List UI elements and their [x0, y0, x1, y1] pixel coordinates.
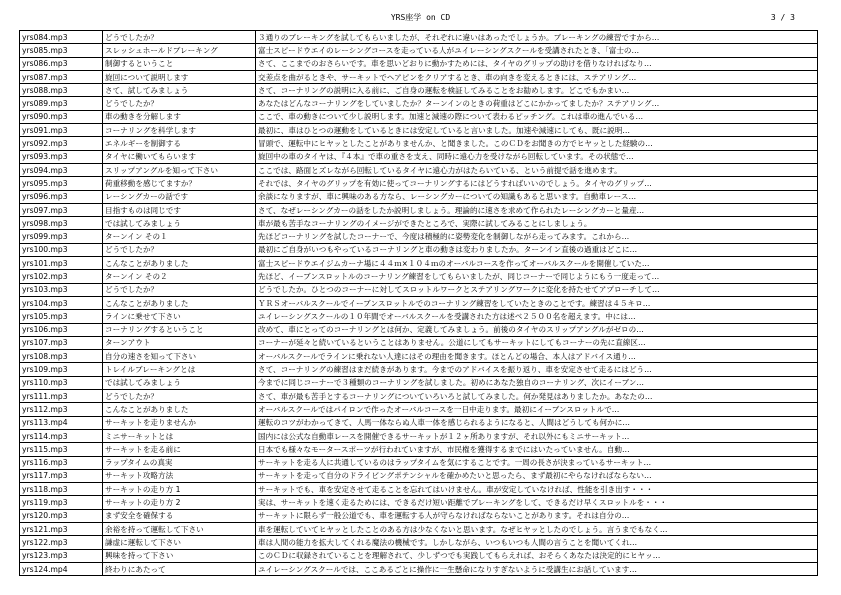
track-file-cell: yrs114.mp3: [20, 429, 103, 442]
track-summary-cell: コーナーが延々と続いているということはありません。公道にしてもサーキットにしてもコーナーの先に直線区…: [256, 336, 818, 349]
track-title-cell: では試してみましょう: [103, 217, 256, 230]
track-file-cell: yrs123.mp3: [20, 549, 103, 562]
track-file-cell: yrs124.mp4: [20, 562, 103, 575]
table-row: [20, 110, 818, 123]
table-row: [20, 283, 818, 296]
track-title-cell: サーキットを走りませんか: [103, 416, 256, 429]
track-file-cell: yrs095.mp3: [20, 177, 103, 190]
track-summary-cell: 先ほど、イーブンスロットルのコーナリング練習をしてもらいましたが、同じコーナーで同じようにもう一度走って…: [256, 270, 818, 283]
track-file-cell: yrs088.mp3: [20, 84, 103, 97]
table-row: [20, 323, 818, 336]
track-title-cell: 興味を持って下さい: [103, 549, 256, 562]
table-row: [20, 310, 818, 323]
track-title-cell: ラップタイムの真実: [103, 456, 256, 469]
track-file-cell: yrs100.mp3: [20, 243, 103, 256]
track-summary-cell: 余談になりますが、車に興味のある方なら、レーシングカーについての知識もあると思います。自動車レース…: [256, 190, 818, 203]
track-summary-cell: 今までに同じコーナーで３種類のコーナリングを試しました。初めにあなた独自のコーナリング、次にイーブン…: [256, 376, 818, 389]
track-title-cell: どうでしたか？: [103, 243, 256, 256]
track-title-cell: レーシングカーの話です: [103, 190, 256, 203]
table-row: [20, 243, 818, 256]
track-title-cell: ターンアウト: [103, 336, 256, 349]
track-summary-cell: 旋回中の車のタイヤは、『４本』で車の重さを支え、同時に遠心力を受けながら回転しています。その状態で…: [256, 150, 818, 163]
track-summary-cell: さて、コーナリングの説明に入る前に、ご自身の運転を検証してみることをお勧めします。どこでもかまい…: [256, 84, 818, 97]
table-row: [20, 483, 818, 496]
table-row: [20, 70, 818, 83]
table-row: [20, 31, 818, 44]
track-title-cell: 自分の速さを知って下さい: [103, 350, 256, 363]
table-row: [20, 549, 818, 562]
track-summary-cell: このＣＤに収録されていることを理解されて、少しずつでも実践してもらえれば、おそらくあなたは決定的にヒヤッ…: [256, 549, 818, 562]
table-row: [20, 296, 818, 309]
track-title-cell: コーナリングを科学します: [103, 124, 256, 137]
track-summary-cell: ここで、車の動きについて少し説明します。加速と減速の際について表わるピッチング。これは車の進んでいる…: [256, 110, 818, 123]
track-title-cell: ターンイン その２: [103, 270, 256, 283]
table-row: [20, 336, 818, 349]
track-file-cell: yrs110.mp3: [20, 376, 103, 389]
track-summary-cell: ユイレーシングスクールの１０年間でオーバルスクールを受講された方は述べ２５００名を超えます。中には…: [256, 310, 818, 323]
table-row: [20, 403, 818, 416]
track-file-cell: yrs097.mp3: [20, 203, 103, 216]
track-summary-cell: 車が最も苦手なコーナリングのイメージができたところで、実際に試してみることにしましょう。: [256, 217, 818, 230]
track-title-cell: ミニサーキットとは: [103, 429, 256, 442]
track-title-cell: さて、試してみましょう: [103, 84, 256, 97]
track-title-cell: タイヤに働いてもらいます: [103, 150, 256, 163]
track-title-cell: 謙虚に運転して下さい: [103, 536, 256, 549]
table-row: [20, 429, 818, 442]
track-file-cell: yrs113.mp4: [20, 416, 103, 429]
track-file-cell: yrs109.mp3: [20, 363, 103, 376]
track-file-cell: yrs086.mp3: [20, 57, 103, 70]
track-file-cell: yrs112.mp3: [20, 403, 103, 416]
track-title-cell: 荷重移動を感じてますか？: [103, 177, 256, 190]
track-file-cell: yrs103.mp3: [20, 283, 103, 296]
table-row: [20, 257, 818, 270]
table-row: [20, 163, 818, 176]
track-file-cell: yrs093.mp3: [20, 150, 103, 163]
table-row: [20, 496, 818, 509]
page-header: [0, 12, 841, 26]
track-file-cell: yrs111.mp3: [20, 390, 103, 403]
track-summary-cell: 改めて、車にとってのコーナリングとは何か、定義してみましょう。前後のタイヤのスリップアングルがゼロの…: [256, 323, 818, 336]
track-title-cell: 余裕を持って運転して下さい: [103, 522, 256, 535]
table-row: [20, 376, 818, 389]
track-file-cell: yrs094.mp3: [20, 163, 103, 176]
track-file-cell: yrs119.mp3: [20, 496, 103, 509]
track-file-cell: yrs118.mp3: [20, 483, 103, 496]
page-number: 3 / 3: [770, 13, 795, 22]
track-summary-cell: オーバルスクールでラインに乗れない人達にはその理由を聞きます。ほとんどの場合、本人はアドバイス通り…: [256, 350, 818, 363]
track-title-cell: コーナリングするということ: [103, 323, 256, 336]
track-title-cell: どうでしたか？: [103, 283, 256, 296]
track-title-cell: トレイルブレーキングとは: [103, 363, 256, 376]
track-summary-cell: 日本でも様々なモータースポーツが行われていますが、市民権を獲得するまでにはいたっていません。自動…: [256, 443, 818, 456]
track-summary-cell: 最初にご自身がいつもやっているコーナリングと車の動きは変わりましたか。ターンイン直後の過重はどこに…: [256, 243, 818, 256]
track-file-cell: yrs092.mp3: [20, 137, 103, 150]
track-title-cell: 目指すものは同じです: [103, 203, 256, 216]
track-title-cell: こんなことがありました: [103, 403, 256, 416]
track-summary-cell: あなたはどんなコーナリングをしていましたか？ターンインのときの荷重はどこにかかってましたか？ステアリング…: [256, 97, 818, 110]
track-title-cell: 旋回について説明します: [103, 70, 256, 83]
track-summary-cell: 車は人間の能力を拡大してくれる魔法の機械です。しかしながら、いつもいつも人間の言うことを聞いてくれ…: [256, 536, 818, 549]
track-title-cell: エネルギーを制御する: [103, 137, 256, 150]
track-summary-cell: ユイレーシングスクールでは、ここあるごとに操作に一生懸命になりすぎないように受講生にお話しています…: [256, 562, 818, 575]
track-title-cell: 制御するということ: [103, 57, 256, 70]
table-row: [20, 177, 818, 190]
track-title-cell: 終わりにあたって: [103, 562, 256, 575]
track-title-cell: スレッシュホールドブレーキング: [103, 44, 256, 57]
track-title-cell: サーキットを走る前に: [103, 443, 256, 456]
table-row: [20, 124, 818, 137]
track-summary-cell: さて、なぜレーシングカーの話をしたか説明しましょう。理論的に速さを求めて作られたレーシングカーと量産…: [256, 203, 818, 216]
track-summary-cell: 国内には公式な自動車レースを開催できるサーキットが１２ヶ所ありますが、それ以外にもミニサーキット…: [256, 429, 818, 442]
track-title-cell: スリップアングルを知って下さい: [103, 163, 256, 176]
table-row: [20, 270, 818, 283]
track-title-cell: 車の動きを分解します: [103, 110, 256, 123]
track-file-cell: yrs108.mp3: [20, 350, 103, 363]
track-file-cell: yrs104.mp3: [20, 296, 103, 309]
track-summary-cell: ここでは、路面とズレながら回転しているタイヤに遠心力がはたらいている、という前提で話を進めます。: [256, 163, 818, 176]
track-listing-table: [19, 30, 818, 576]
track-title-cell: ラインに乗せて下さい: [103, 310, 256, 323]
table-row: [20, 536, 818, 549]
table-row: [20, 84, 818, 97]
track-summary-cell: ３通りのブレーキングを試してもらいましたが、それぞれに違いはあったでしょうか。ブレーキングの練習ですから…: [256, 31, 818, 44]
track-file-cell: yrs122.mp3: [20, 536, 103, 549]
track-summary-cell: サーキットに限らず一般公道でも、車を運転する人が守らなければならないことがあります。それは自分の…: [256, 509, 818, 522]
track-title-cell: まず安全を確保する: [103, 509, 256, 522]
track-summary-cell: さて、ここまでのおさらいです。車を思いどおりに動かすためには、タイヤのグリップの助けを借りなければなり…: [256, 57, 818, 70]
track-summary-cell: ＹＲＳオーバルスクールでイーブンスロットルでのコーナリング練習をしていたときのことです。練習は４５キロ…: [256, 296, 818, 309]
track-summary-cell: オーバルスクールではパイロンで作ったオーバルコースを一日中走ります。最初にイーブンスロットルで…: [256, 403, 818, 416]
track-summary-cell: それでは、タイヤのグリップを有効に使ってコーナリングするにはどうすればいいのでしょう。タイヤのグリップ…: [256, 177, 818, 190]
track-summary-cell: さて、車が最も苦手とするコーナリングについていろいろと試してみました。何か発見はありましたか。あなたの…: [256, 390, 818, 403]
document-title: YRS座学 on CD: [390, 13, 451, 22]
table-row: [20, 190, 818, 203]
track-file-cell: yrs115.mp3: [20, 443, 103, 456]
track-file-cell: yrs087.mp3: [20, 70, 103, 83]
track-summary-cell: 富士スピードウエイのレーシングコースを走っている人がユイレーシングスクールを受講されたとき、「富士の…: [256, 44, 818, 57]
track-title-cell: こんなことがありました: [103, 296, 256, 309]
track-summary-cell: サーキットを走って自分のドライビングポテンシャルを確かめたいと思ったら、まず最初にやらなければならない…: [256, 469, 818, 482]
track-title-cell: サーキット攻略方法: [103, 469, 256, 482]
table-row: [20, 522, 818, 535]
track-title-cell: サーキットの走り方 1: [103, 483, 256, 496]
track-title-cell: どうでしたか？: [103, 31, 256, 44]
track-summary-cell: サーキットでも、車を安定させて走ることを忘れてはいけません。車が安定していなければ、性能を引き出す・・・: [256, 483, 818, 496]
track-summary-cell: さて、コーナリングの練習はまだ続きがあります。今までのアドバイスを振り返り、車を安定させて走るにはどう…: [256, 363, 818, 376]
track-file-cell: yrs090.mp3: [20, 110, 103, 123]
track-file-cell: yrs121.mp3: [20, 522, 103, 535]
table-row: [20, 562, 818, 575]
table-row: [20, 44, 818, 57]
track-file-cell: yrs117.mp3: [20, 469, 103, 482]
track-file-cell: yrs106.mp3: [20, 323, 103, 336]
track-summary-cell: 先ほどコーナリングを試したコーナーで、今度は積極的に姿勢変化を制御しながら走ってみます。これから…: [256, 230, 818, 243]
track-title-cell: ターンイン その１: [103, 230, 256, 243]
table-row: [20, 57, 818, 70]
track-title-cell: サーキットの走り方 2: [103, 496, 256, 509]
track-summary-cell: 最初に、車はひとつの運動をしているときには安定していると言いました。加速や減速にしても、既に説明…: [256, 124, 818, 137]
track-listing-body: [20, 31, 818, 576]
track-file-cell: yrs099.mp3: [20, 230, 103, 243]
table-row: [20, 456, 818, 469]
track-file-cell: yrs107.mp3: [20, 336, 103, 349]
track-title-cell: どうでしたか？: [103, 97, 256, 110]
table-row: [20, 390, 818, 403]
table-row: [20, 509, 818, 522]
track-file-cell: yrs091.mp3: [20, 124, 103, 137]
table-row: [20, 203, 818, 216]
table-row: [20, 150, 818, 163]
track-summary-cell: 富士スピードウエイジムカーナ場に４４ｍ×１０４ｍのオーバルコースを作ってオーバルスクールを開催していた…: [256, 257, 818, 270]
track-summary-cell: 車を運転していてヒヤッとしたことのある方は少なくないと思います。なぜヒヤッとしたのでしょう。言うまでもなく…: [256, 522, 818, 535]
track-title-cell: どうでしたか？: [103, 390, 256, 403]
track-summary-cell: 交差点を曲がるときや、サーキットでヘアピンをクリアするとき、車の向きを変えるときには、ステアリング…: [256, 70, 818, 83]
track-file-cell: yrs098.mp3: [20, 217, 103, 230]
track-summary-cell: サーキットを走る人に共通しているのはラップタイムを気にすることです。一周の長さが決まっているサーキット…: [256, 456, 818, 469]
track-file-cell: yrs096.mp3: [20, 190, 103, 203]
table-row: [20, 230, 818, 243]
table-row: [20, 350, 818, 363]
track-file-cell: yrs101.mp3: [20, 257, 103, 270]
track-file-cell: yrs105.mp3: [20, 310, 103, 323]
table-row: [20, 363, 818, 376]
track-summary-cell: 運転のコツがわかってきて、人馬一体ならぬ人車一体を感じられるようになると、人間はどうしても何かに…: [256, 416, 818, 429]
track-file-cell: yrs085.mp3: [20, 44, 103, 57]
track-title-cell: では試してみましょう: [103, 376, 256, 389]
track-file-cell: yrs102.mp3: [20, 270, 103, 283]
table-row: [20, 137, 818, 150]
track-file-cell: yrs084.mp3: [20, 31, 103, 44]
track-title-cell: こんなことがありました: [103, 257, 256, 270]
track-file-cell: yrs089.mp3: [20, 97, 103, 110]
table-row: [20, 217, 818, 230]
table-row: [20, 469, 818, 482]
track-summary-cell: 実は、サーキットを速く走るためには、できるだけ短い距離でブレーキングをして、できるだけ早くスロットルを・・・: [256, 496, 818, 509]
track-file-cell: yrs120.mp3: [20, 509, 103, 522]
track-summary-cell: 冒頭で、運転中にヒヤッとしたことがありませんか、と聞きました。このＣＤをお聞きの方でヒヤッとした経験の…: [256, 137, 818, 150]
table-row: [20, 97, 818, 110]
table-row: [20, 443, 818, 456]
track-summary-cell: どうでしたか。ひとつのコーナーに対してスロットルワークとステアリングワークに変化を持たせてアプローチして…: [256, 283, 818, 296]
table-row: [20, 416, 818, 429]
track-file-cell: yrs116.mp3: [20, 456, 103, 469]
